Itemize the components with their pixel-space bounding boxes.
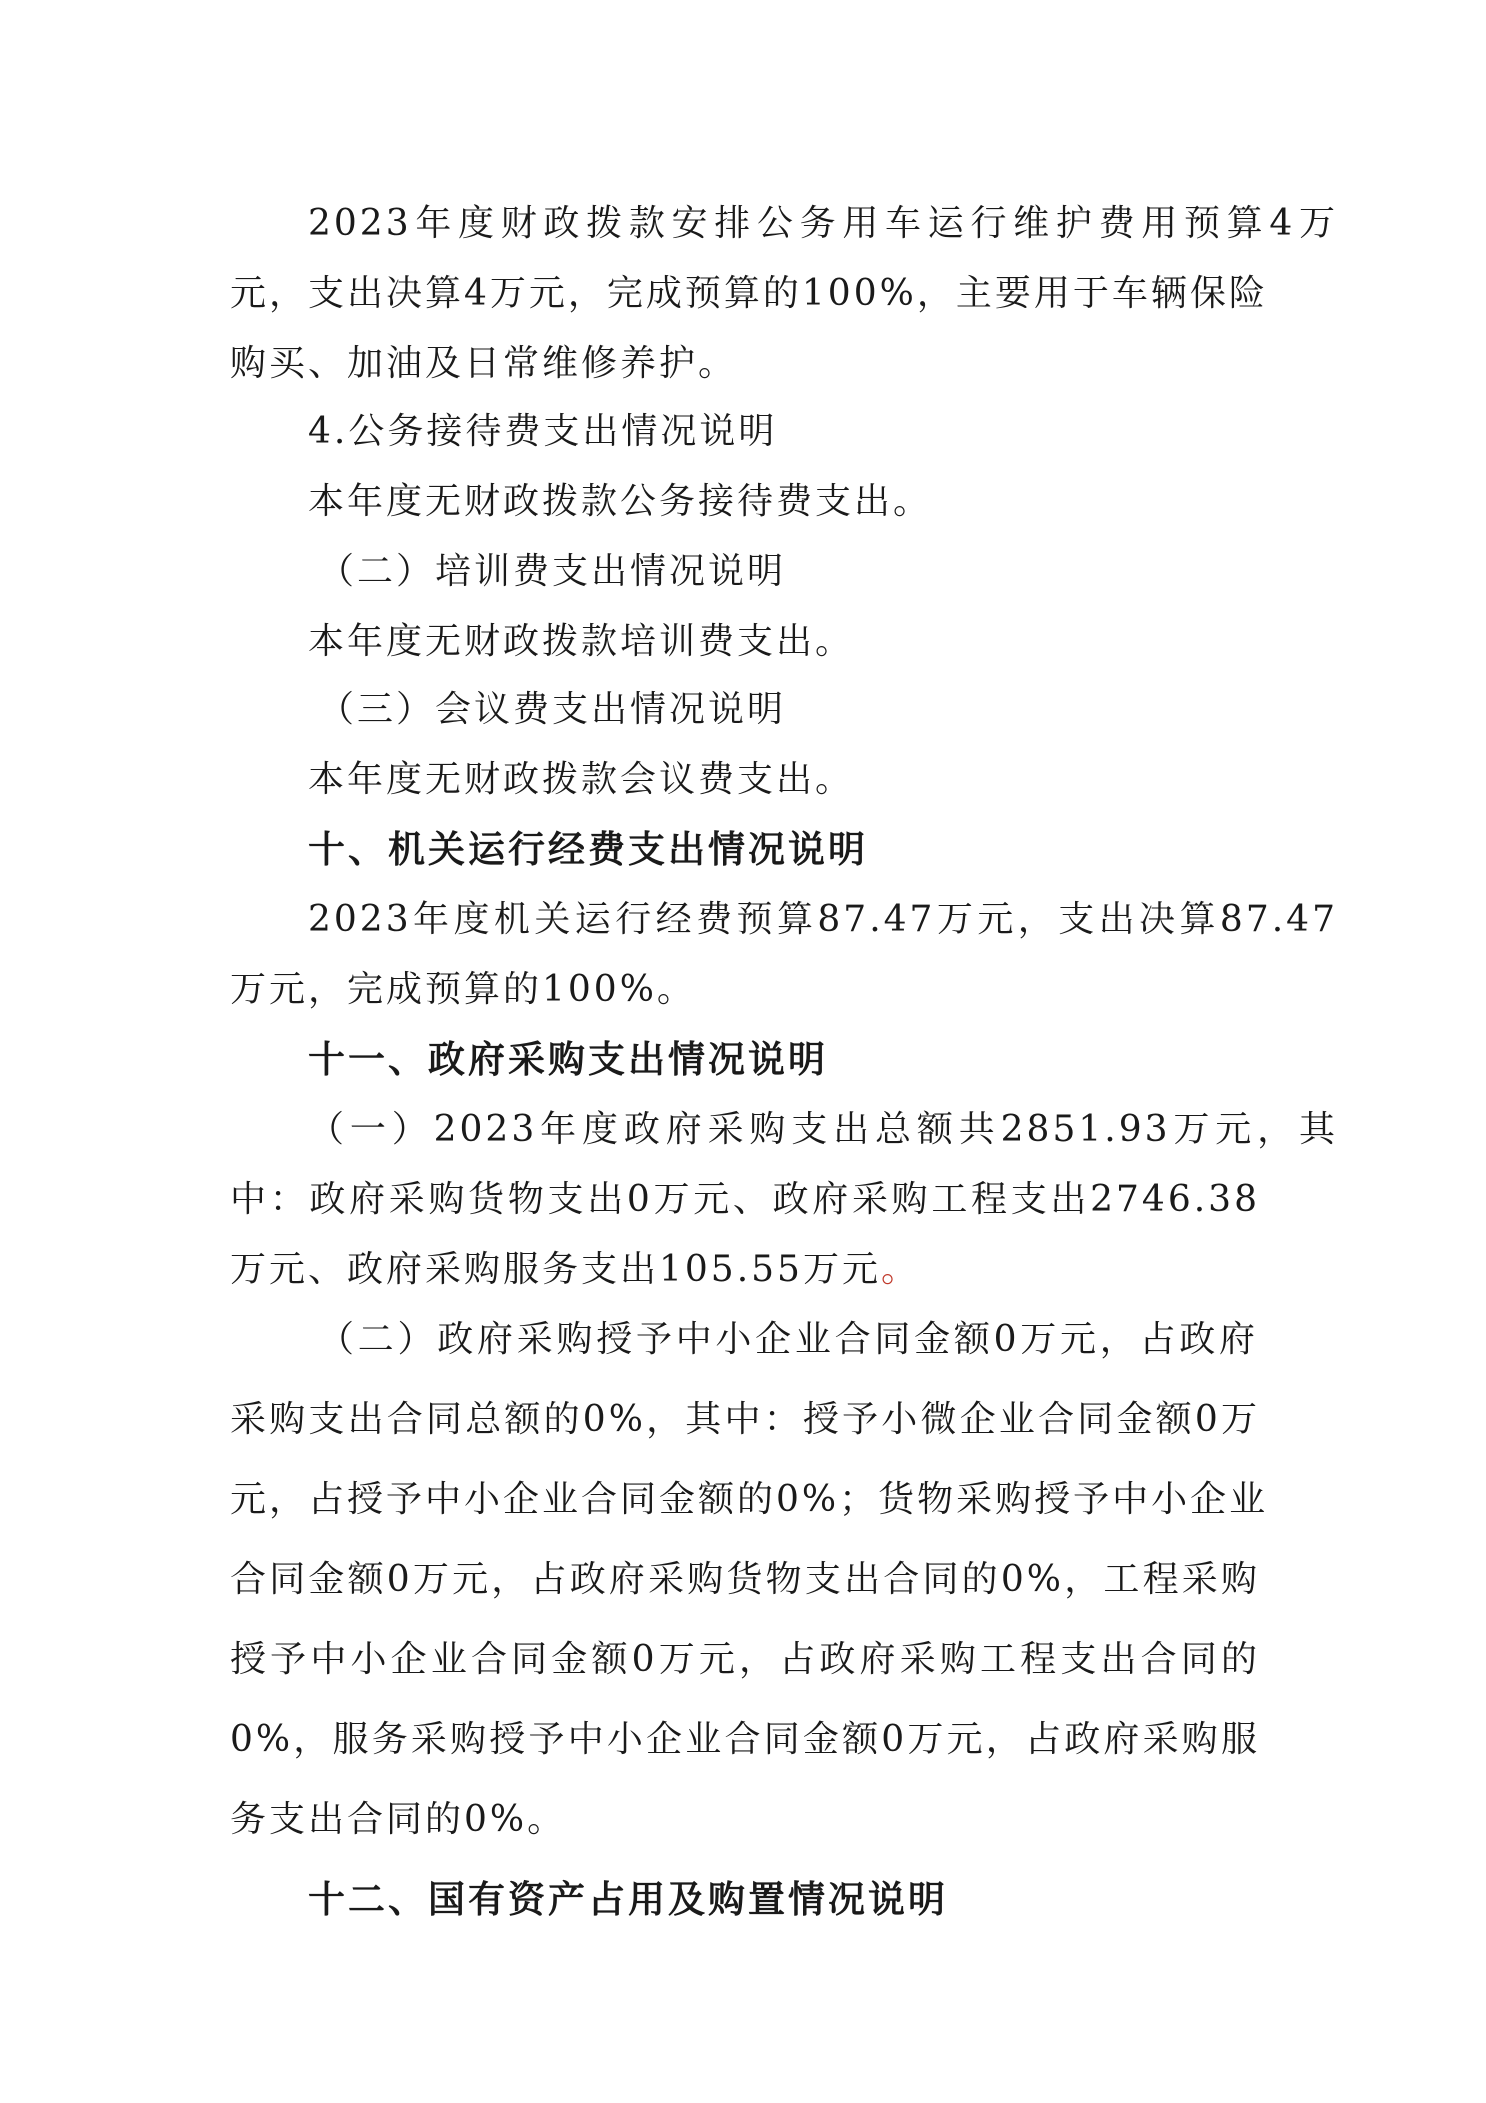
- paragraph-procurement-b-line-7: 务支出合同的0%。: [230, 1799, 567, 1840]
- paragraph-vehicle-line-3: 购买、加油及日常维修养护。: [230, 343, 738, 384]
- procurement-a-end-mark: 。: [880, 1249, 920, 1290]
- section-heading-12: 十二、国有资产占用及购置情况说明: [308, 1878, 948, 1921]
- procurement-a-text: 万元、政府采购服务支出105.55万元: [230, 1249, 881, 1290]
- section-heading-11: 十一、政府采购支出情况说明: [308, 1038, 828, 1081]
- paragraph-vehicle-line-1: 2023年度财政拨款安排公务用车运行维护费用预算4万: [308, 203, 1338, 244]
- paragraph-procurement-b-line-6: 0%，服务采购授予中小企业合同金额0万元，占政府采购服: [230, 1719, 1260, 1760]
- section-heading-10: 十、机关运行经费支出情况说明: [308, 828, 868, 871]
- paragraph-reception: 本年度无财政拨款公务接待费支出。: [308, 481, 933, 522]
- paragraph-procurement-b-line-5: 授予中小企业合同金额0万元，占政府采购工程支出合同的: [230, 1639, 1260, 1680]
- paragraph-procurement-b-line-3: 元，占授予中小企业合同金额的0%；货物采购授予中小企业: [230, 1479, 1269, 1520]
- paragraph-procurement-a-line-3: [230, 1246, 1260, 1294]
- heading-meeting: （三）会议费支出情况说明: [318, 689, 787, 730]
- paragraph-procurement-b-line-1: （二）政府采购授予中小企业合同金额0万元，占政府: [318, 1319, 1258, 1360]
- paragraph-operating-line-1: 2023年度机关运行经费预算87.47万元，支出决算87.47: [308, 899, 1338, 940]
- heading-reception: 4.公务接待费支出情况说明: [308, 411, 778, 452]
- paragraph-procurement-a-line-2: 中：政府采购货物支出0万元、政府采购工程支出2746.38: [230, 1179, 1260, 1220]
- paragraph-meeting: 本年度无财政拨款会议费支出。: [308, 759, 855, 800]
- paragraph-training: 本年度无财政拨款培训费支出。: [308, 621, 855, 662]
- paragraph-procurement-a-line-1: （一）2023年度政府采购支出总额共2851.93万元，其: [308, 1109, 1338, 1150]
- heading-training: （二）培训费支出情况说明: [318, 551, 787, 592]
- paragraph-operating-line-2: 万元，完成预算的100%。: [230, 969, 696, 1010]
- paragraph-procurement-b-line-4: 合同金额0万元，占政府采购货物支出合同的0%，工程采购: [230, 1559, 1260, 1600]
- paragraph-procurement-b-line-2: 采购支出合同总额的0%，其中：授予小微企业合同金额0万: [230, 1399, 1260, 1440]
- paragraph-vehicle-line-2: 元，支出决算4万元，完成预算的100%，主要用于车辆保险: [230, 273, 1268, 314]
